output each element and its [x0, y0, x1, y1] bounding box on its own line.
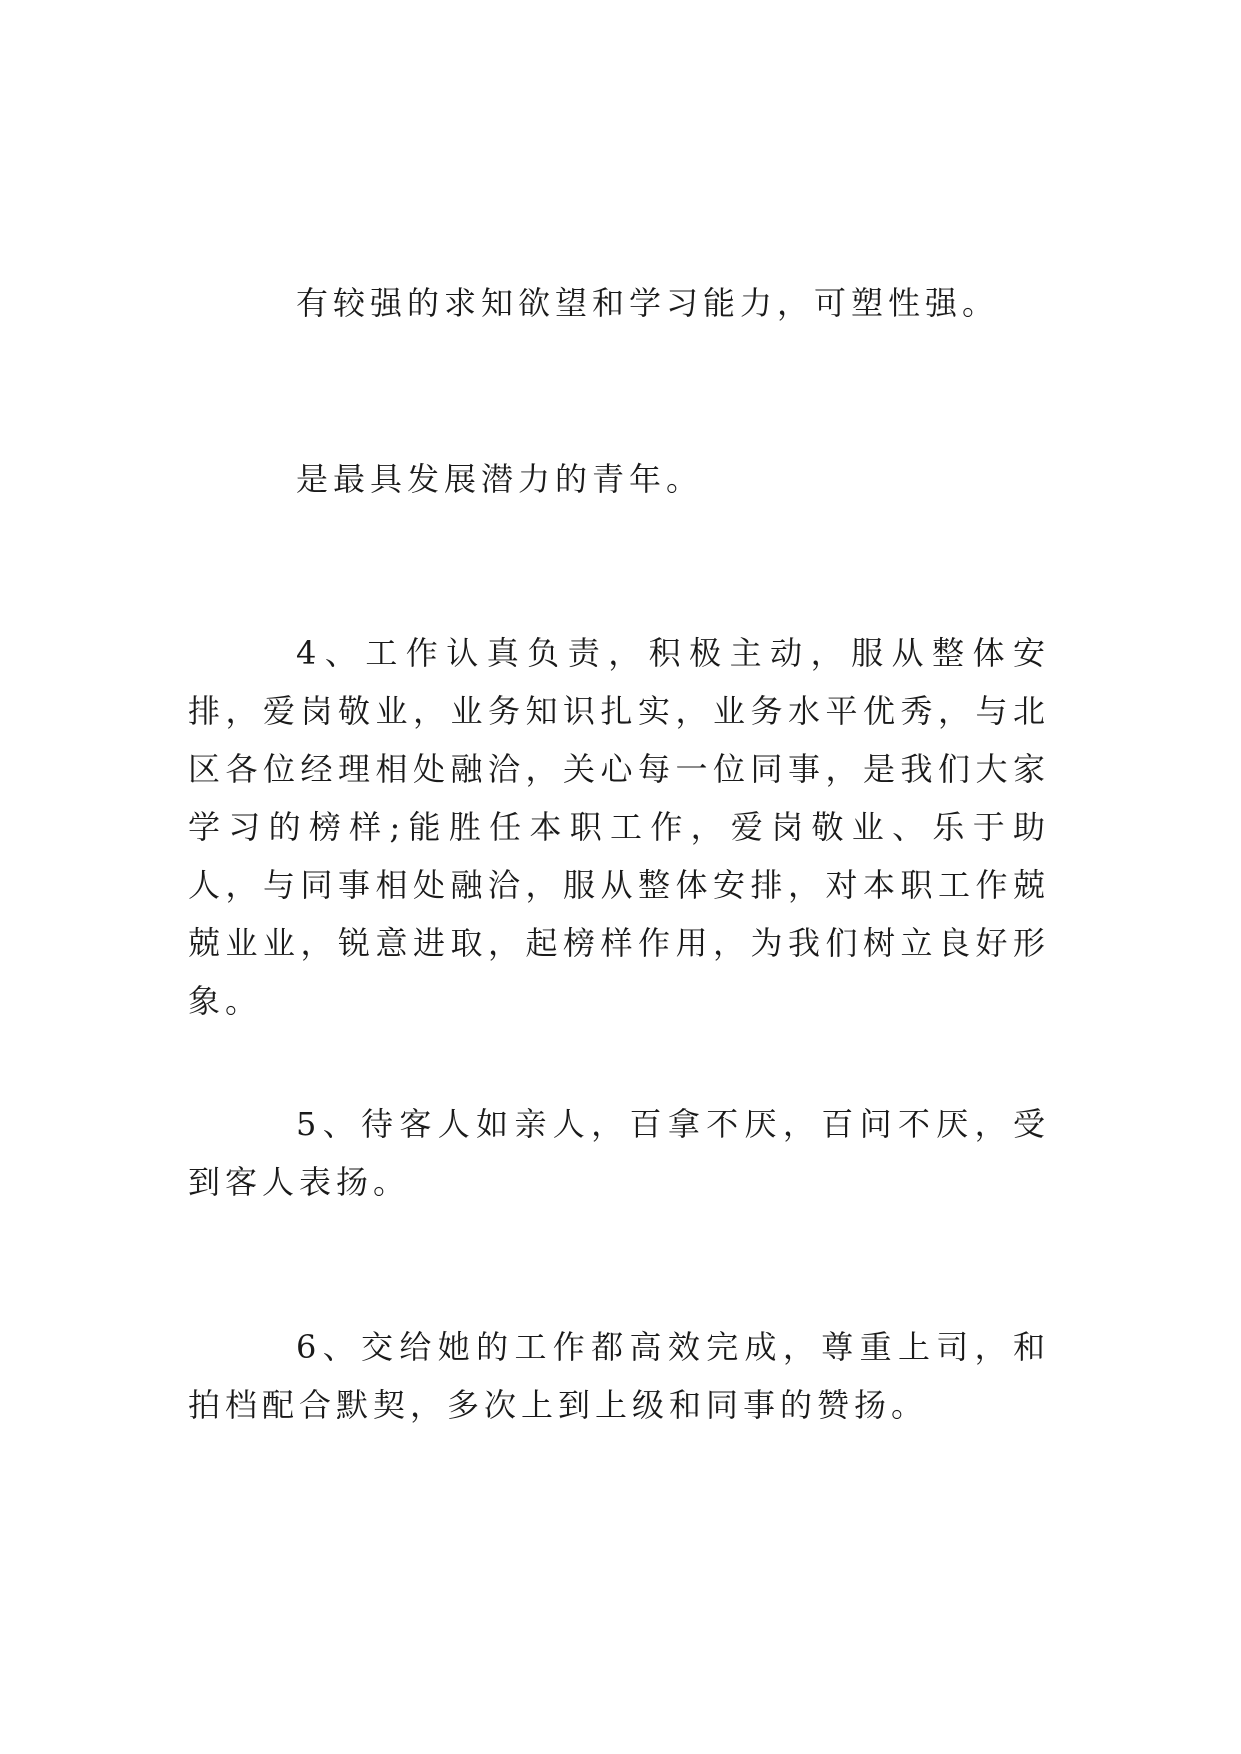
paragraph-item-4: 4、工作认真负责，积极主动，服从整体安排，爱岗敬业，业务知识扎实，业务水平优秀，与北区各位经理相处融洽，关心每一位同事，是我们大家学习的榜样;能胜任本职工作，爱岗敬业、乐于助人，与同事相处融洽，服从整体安排，对本职工作兢兢业业，锐意进取，起榜样作用，为我们树立良好形象。	[188, 634, 1050, 1020]
paragraph-item-6: 6、交给她的工作都高效完成，尊重上司，和拍档配合默契，多次上到上级和同事的赞扬。	[188, 1328, 1050, 1424]
paragraph-item-5: 5、待客人如亲人，百拿不厌，百问不厌，受到客人表扬。	[188, 1105, 1050, 1201]
paragraph-learning-ability: 有较强的求知欲望和学习能力，可塑性强。	[296, 284, 1000, 322]
paragraph-potential: 是最具发展潜力的青年。	[296, 460, 704, 498]
